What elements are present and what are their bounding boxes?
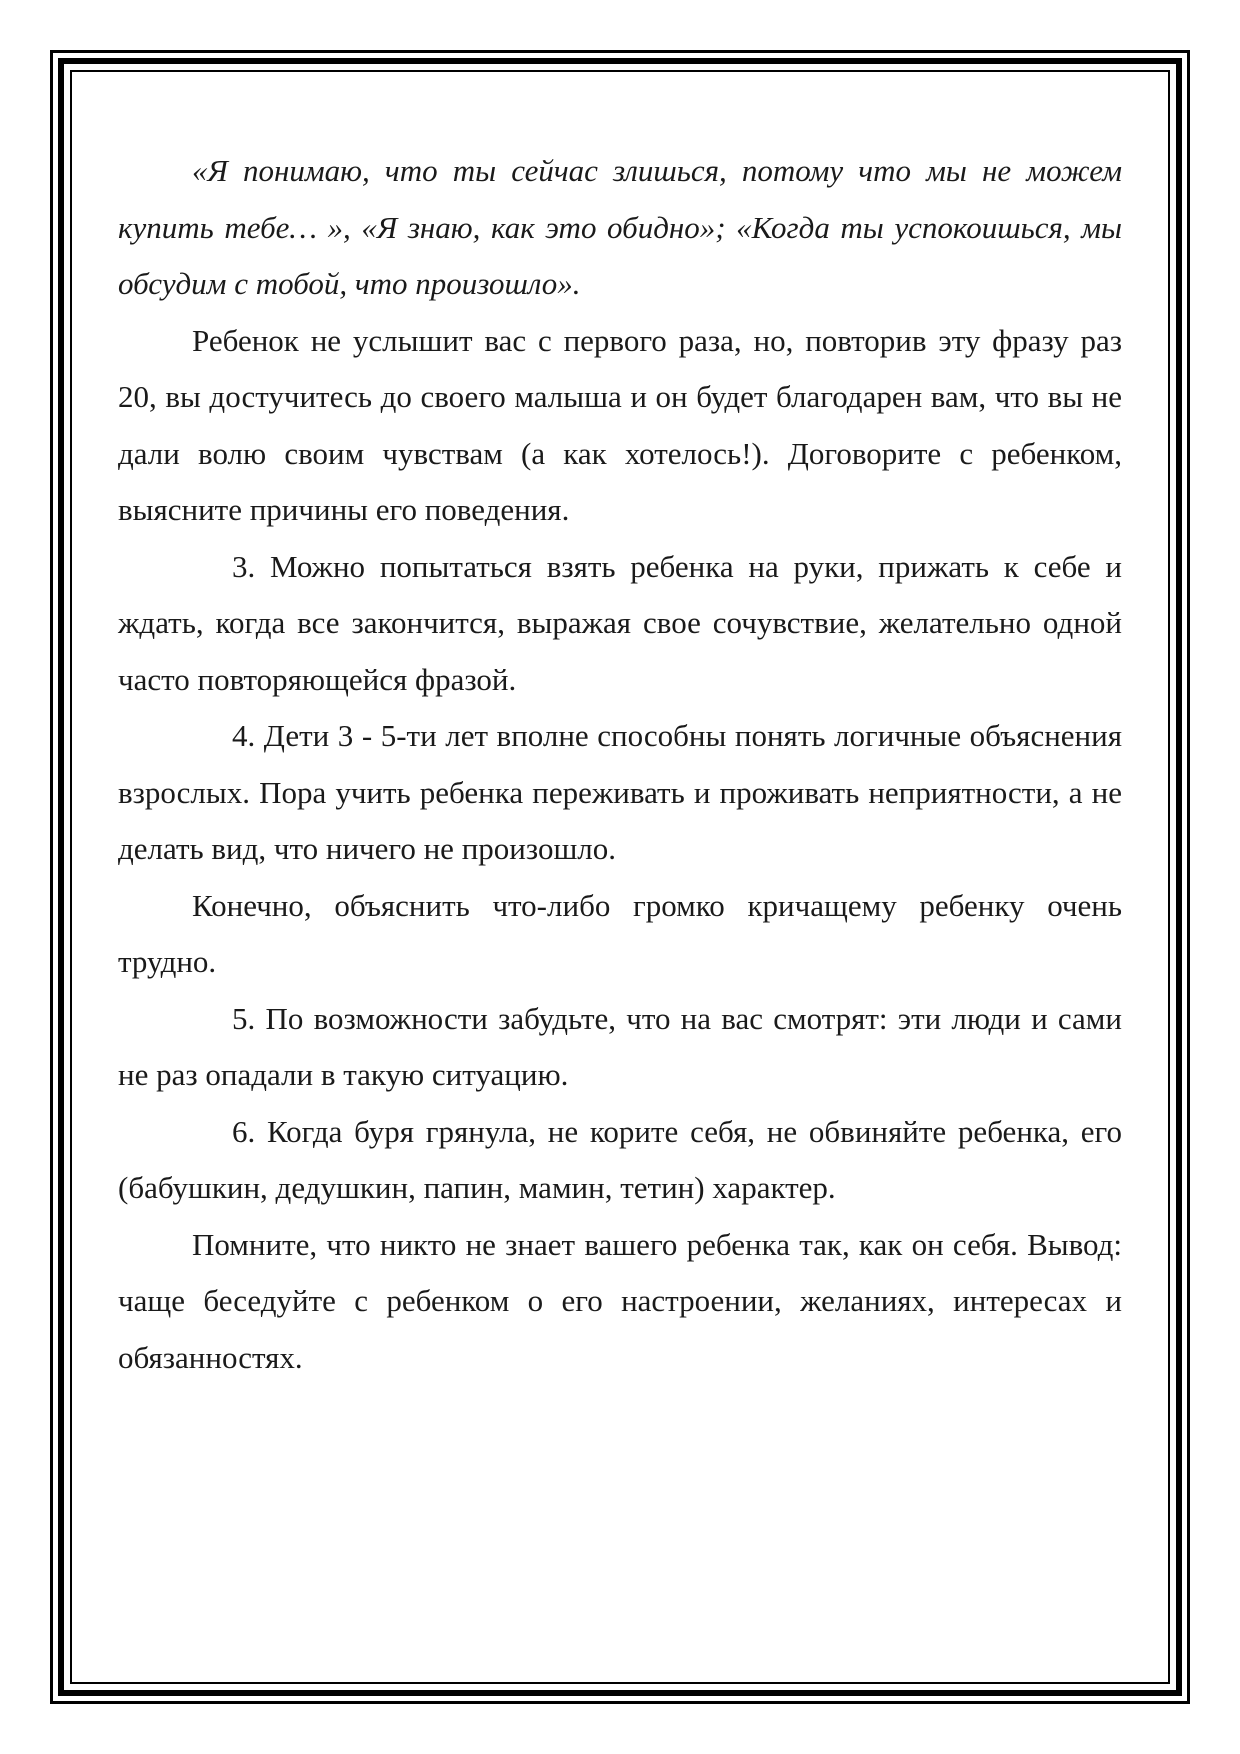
document-body xyxy=(118,143,1122,1386)
quote-paragraph: «Я понимаю, что ты сейчас злишься, потому что мы не можем купить тебе… », «Я знаю, как это обидно»; «Когда ты успокоишься, мы обсудим с тобой, что произошло». xyxy=(118,153,1122,301)
body-paragraph: Ребенок не услышит вас с первого раза, но, повторив эту фразу раз 20, вы достучитесь до своего малыша и он будет благодарен вам, что вы не дали волю своим чувствам (а как хотелось!). Договорите с ребенком, выясните причины его поведения. xyxy=(118,322,1122,527)
body-paragraph: Конечно, объяснить что-либо громко кричащему ребенку очень трудно. xyxy=(118,887,1122,979)
list-item-5: 5. По возможности забудьте, что на вас смотрят: эти люди и сами не раз опадали в такую ситуацию. xyxy=(118,1000,1122,1092)
list-item-3: 3. Можно попытаться взять ребенка на руки, прижать к себе и ждать, когда все закончится, выражая свое сочувствие, желательно одной часто повторяющейся фразой. xyxy=(118,548,1122,697)
conclusion-paragraph: Помните, что никто не знает вашего ребенка так, как он себя. Вывод: чаще беседуйте с ребенком о его настроении, желаниях, интересах и обязанностях. xyxy=(118,1226,1122,1375)
list-item-4: 4. Дети 3 - 5-ти лет вполне способны понять логичные объяснения взрослых. Пора учить ребенка переживать и проживать неприятности, а не делать вид, что ничего не произошло. xyxy=(118,718,1122,866)
list-item-6: 6. Когда буря грянула, не корите себя, не обвиняйте ребенка, его (бабушкин, дедушкин, папин, мамин, тетин) характер. xyxy=(118,1113,1122,1205)
